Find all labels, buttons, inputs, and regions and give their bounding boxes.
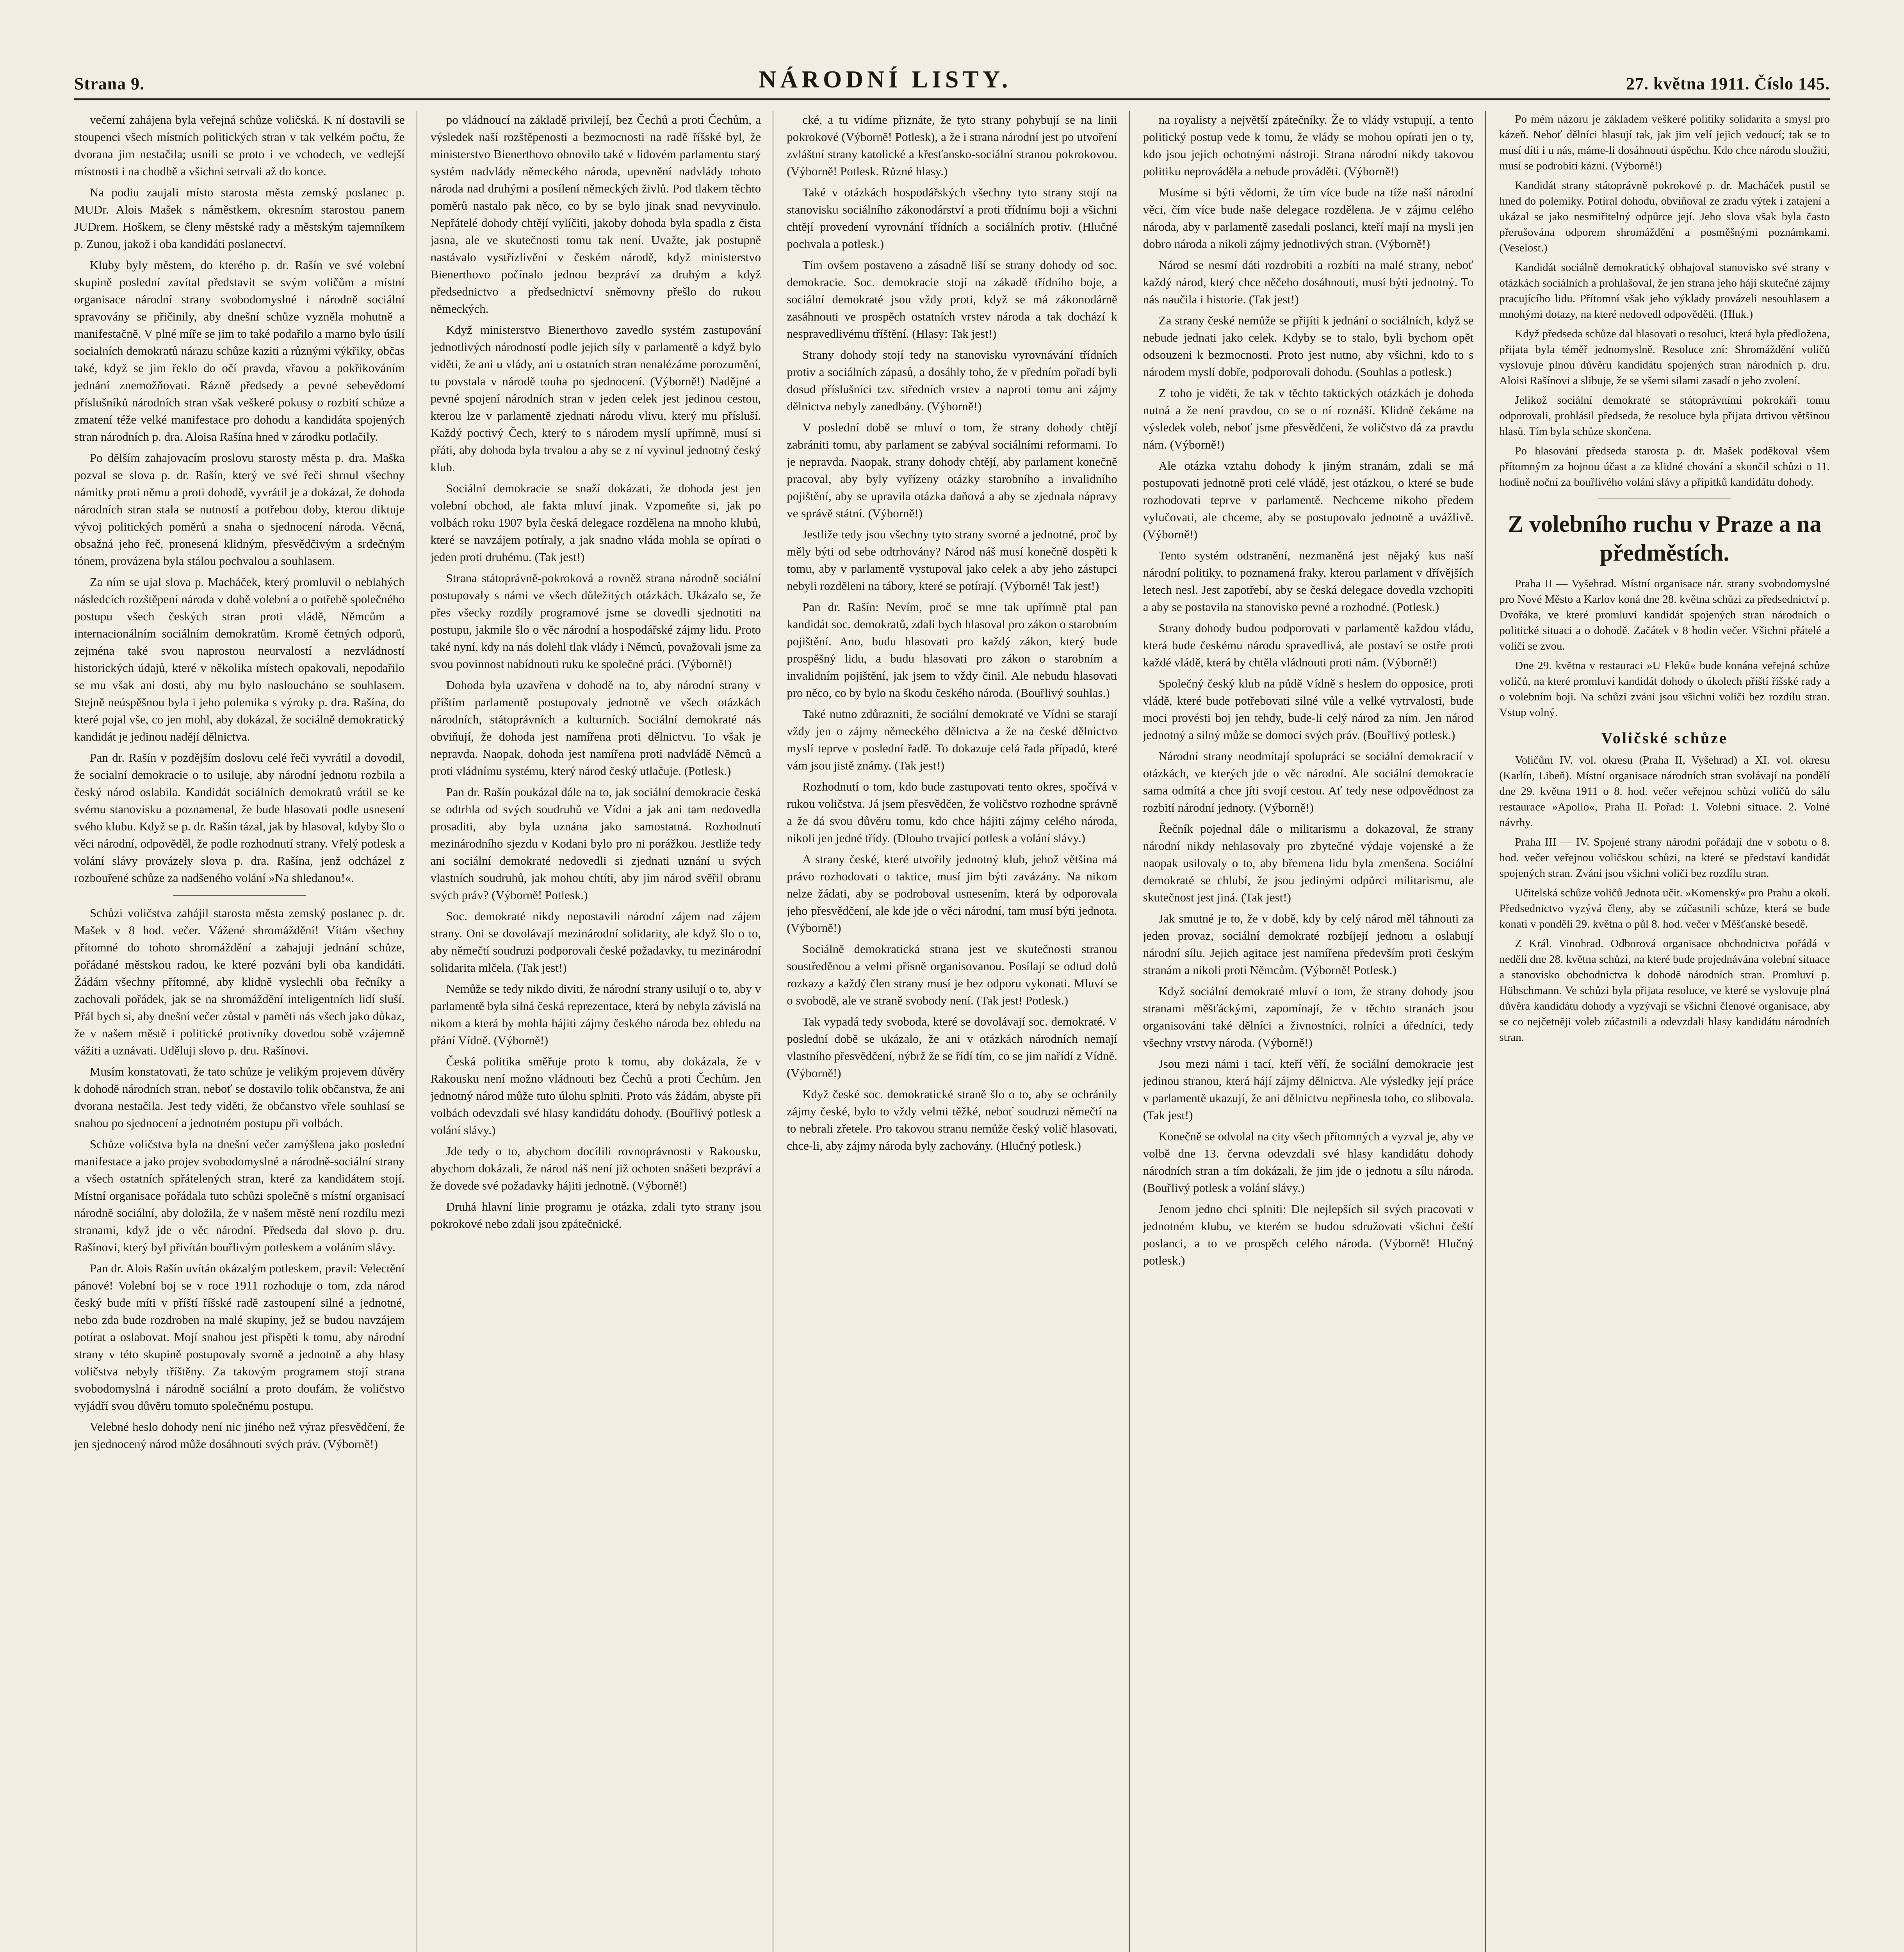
paragraph: Praha III — IV. Spojené strany národní pořádají dne v sobotu o 8. hod. večer veřejnou voličskou schůzi, na které se představí kandidát spojených stran. Zváni jsou všichni voliči bez rozdílu stran. <box>1499 836 1830 880</box>
paragraph: Také v otázkách hospodářských všechny tyto strany stojí na stanovisku sociálního zákonodárství a proti třídnímu boji a všichni chtějí provedení vyrovnání třídních a sociálních protiv. (Hlučné pochvala a potlesk.) <box>787 185 1117 251</box>
paragraph: Pan dr. Alois Rašín uvítán okázalým potleskem, pravil: Velectění pánové! Volební boj se v roce 1911 rozhoduje o tom, zda národ český bude míti v příští říšské radě zastoupení silné a jednotné, nebo zda bude rozdroben na malé skupiny, jež se budou navzájem potírat a oslabovat. Mojí snahou jest přispěti k tomu, aby národní strany v této skupině postupovaly svorně a jednotně a aby hlasy voličstva nebyly tříštěny. Za takovým programem stojí strana svobodomyslná i národně sociální a proto doufám, že voličstvo vyjádří svou důvěru tomuto společnému postupu. <box>74 1261 405 1412</box>
paragraph: Řečník pojednal dále o militarismu a dokazoval, že strany národní nikdy nehlasovaly pro zbytečné výdaje vojenské a že naopak usilovaly o to, aby břemena lidu byla zmenšena. Sociální demokraté se chlubí, že jsou jedinými odpůrci militarismu, ale skutečnost jest jiná. (Tak jest!) <box>1143 822 1474 904</box>
paragraph: Když předseda schůze dal hlasovati o resoluci, která byla předložena, přijata byla téměř jednomyslně. Resoluce zní: Shromáždění voličů vyslovuje plnou důvěru kandidátu spojených stran národních p. dru. Aloisi Rašínovi a slibuje, že se všemi silami zasadí o jeho zvolení. <box>1499 328 1830 387</box>
paragraph: Strany dohody stojí tedy na stanovisku vyrovnávání třídních protiv a sociálních zápasů, a dosáhly toho, že v předním pořadí byli dosud příslušníci tzv. středních vrstev a naproti tomu ani zájmy dělnictva nebyly zanedbány. (Výborně!) <box>787 348 1117 413</box>
paragraph: Tím ovšem postaveno a zásadně liší se strany dohody od soc. demokracie. Soc. demokracie stojí na zákadě třídního boje, a sociální demokraté jsou vždy proti, když se má zákonodárně zasáhnouti ve prospěch ostatních vrstev národa a tak dochází k nespravedlivému tříštění. (Hlasy: Tak jest!) <box>787 258 1117 340</box>
column-1 <box>74 111 417 1952</box>
paragraph: Z toho je viděti, že tak v těchto taktických otázkách je dohoda nutná a že není pravdou, co se o ní roznáší. Klidně čekáme na výsledek voleb, neboť jsme přesvědčeni, že voličstvo dá za pravdu nám. (Výborně!) <box>1143 386 1474 451</box>
paragraph: Jestliže tedy jsou všechny tyto strany svorné a jednotné, proč by měly býti od sebe odtrhovány? Národ náš musí konečně dospěti k tomu, aby v parlamentě vystupoval jako celek a aby jeho zástupci nebyli rozděleni na tábory, které se potírají. (Výborně! Tak jest!) <box>787 527 1117 593</box>
paragraph: Na podiu zaujali místo starosta města zemský poslanec p. MUDr. Alois Mašek s náměstkem, okresním starostou panem JUDrem. Hoškem, se členy městské rady a městským tajemníkem p. Zunou, jakož i oba kandidáti poslanectví. <box>74 185 405 251</box>
paragraph: Nemůže se tedy nikdo diviti, že národní strany usilují o to, aby v parlamentě byla silná česká reprezentace, která by nebyla závislá na nikom a která by mohla hájiti zájmy českého národa bez ohledu na přání Vídně. (Výborně!) <box>430 982 761 1047</box>
paragraph: Jde tedy o to, abychom docílili rovnoprávnosti v Rakousku, abychom dokázali, že národ náš není již ochoten snášeti bezpráví a že dovede své požadavky hájiti jednotně. (Výborně!) <box>430 1144 761 1192</box>
paragraph: V poslední době se mluví o tom, že strany dohody chtějí zabrániti tomu, aby parlament se zabýval sociálními reformami. To je nepravda. Naopak, strany dohody chtějí, aby parlament konečně pracoval, aby byly vyřízeny otázky starobního a invalidního pojištění, aby se upravila otázka daňová a aby se zjednala nápravy ve správě státní. (Výborně!) <box>787 420 1117 520</box>
paragraph: Velebné heslo dohody není nic jiného než výraz přesvědčení, že jen sjednocený národ může dosáhnouti svých práv. (Výborně!) <box>74 1420 405 1451</box>
paragraph: Tak vypadá tedy svoboda, které se dovolávají soc. demokraté. V poslední době se ukázalo, že ani v otázkách národních nemají vlastního přesvědčení, nýbrž že se řídí tím, co se jim nařídí z Vídně. (Výborně!) <box>787 1015 1117 1080</box>
paragraph: Také nutno zdůrazniti, že sociální demokraté ve Vídni se starají vždy jen o zájmy německého dělnictva a že na české dělnictvo myslí teprve v poslední řadě. To dokazuje celá řada případů, které vám jsou jistě známy. (Tak jest!) <box>787 707 1117 772</box>
paragraph: Voličům IV. vol. okresu (Praha II, Vyšehrad) a XI. vol. okresu (Karlín, Libeň). Místní organisace národních stran svolávají na pondělí dne 29. května 1911 o 8. hod. večer veřejnou schůzi voličů do sálu restaurace »Apollo«, Praha II. Pořad: 1. Volební situace. 2. Volné návrhy. <box>1499 754 1830 829</box>
paragraph: Jenom jedno chci splniti: Dle nejlepších sil svých pracovati v jednotném klubu, ve kterém se budou sdružovati všichni čeští poslanci, a to ve prospěch celého národa. (Výborně! Hlučný potlesk.) <box>1143 1202 1474 1267</box>
article-columns <box>74 111 1830 1952</box>
paragraph: Rozhodnutí o tom, kdo bude zastupovati tento okres, spočívá v rukou voličstva. Já jsem přesvědčen, že voličstvo rozhodne správně a že dá svou důvěru tomu, kdo chce hájiti zájmy celého národa, nikoli jen jedné třídy. (Dlouho trvající potlesk a volání slávy.) <box>787 780 1117 845</box>
paragraph: Sociální demokracie se snaží dokázati, že dohoda jest jen volební obchod, ale fakta mluví jinak. Vzpomeňte si, jak po volbách roku 1907 byla česká delegace rozdělena na mnoho klubů, které se navzájem potíraly, a jak snadno vláda mohla se opírati o jeden proti druhému. (Tak jest!) <box>430 481 761 564</box>
paragraph: Dne 29. května v restauraci »U Fleků« bude konána veřejná schůze voličů, na které promluví kandidát dohody o úkolech příští říšské rady a o volebním boji. Na schůzi zváni jsou všichni voliči bez rozdílu stran. Vstup volný. <box>1499 659 1830 719</box>
subsection-heading: Voličské schůze <box>1601 729 1728 747</box>
page-number: Strana 9. <box>74 74 145 93</box>
paragraph: Musíme si býti vědomi, že tím více bude na tíže naší národní věci, čím více bude naše delegace rozdělena. Je v zájmu celého národa, aby v parlamentě zasedali poslanci, kteří mají na mysli jen dobro národa a nikoli zájmy jednotlivých stran. (Výborně!) <box>1143 185 1474 251</box>
paragraph: Po mém názoru je základem veškeré politiky solidarita a smysl pro kázeň. Neboť dělníci hlasují tak, jak jim velí jejich vedoucí; tak se to musí díti i u nás, máme-li dosáhnouti úspěchu. Kdo chce národu sloužiti, musí se podrobiti kázni. (Výborně!) <box>1499 113 1830 172</box>
paragraph: Jsou mezi námi i tací, kteří věří, že sociální demokracie jest jedinou stranou, která hájí zájmy dělnictva. Ale výsledky její práce v parlamentě ukazují, že ani dělnictvu nepřinesla toho, co slibovala. (Tak jest!) <box>1143 1057 1474 1122</box>
paragraph: Když české soc. demokratické straně šlo o to, aby se ochránily zájmy české, bylo to vždy velmi těžké, neboť soudruzi němečtí na to nebrali zřetele. Pro takovou stranu nemůže český volič hlasovati, chce-li, aby zájmy národa byly zachovány. (Hlučný potlesk.) <box>787 1087 1117 1152</box>
paragraph: Soc. demokraté nikdy nepostavili národní zájem nad zájem strany. Oni se dovolávají mezinárodní solidarity, ale když šlo o to, aby němečtí soudruzi podporovali české požadavky, tu mezinárodní solidarita mlčela. (Tak jest!) <box>430 909 761 974</box>
paragraph: Pan dr. Rašín: Nevím, proč se mne tak upřímně ptal pan kandidát soc. demokratů, zdali bych hlasoval pro zákon o starobním pojištění. Ano, budu hlasovati pro každý zákon, který bude prospěšný lidu, a budu hlasovati pro zákon o starobním a invalidním pojištění, jak jsem to vždy činil. Ale nebudu hlasovati pro něco, co by bylo na škodu českého národa. (Bouřlivý souhlas.) <box>787 600 1117 700</box>
paragraph: Když sociální demokraté mluví o tom, že strany dohody jsou stranami měšťáckými, zapomínají, že v těchto stranách jsou organisováni také dělníci a živnostníci, rolníci a úředníci, tedy všechny vrstvy národa. (Výborně!) <box>1143 984 1474 1049</box>
paragraph: Česká politika směřuje proto k tomu, aby dokázala, že v Rakousku není možno vládnouti bez Čechů a proti Čechům. Jen jednotný národ může tuto úlohu splniti. Proto vás žádám, abyste při volbách odevzdali své hlasy kandidátu dohody. (Bouřlivý potlesk a volání slávy.) <box>430 1054 761 1137</box>
paragraph: Učitelská schůze voličů Jednota učit. »Komenský« pro Prahu a okolí. Předsednictvo vyzývá členy, aby se zúčastnili schůze, která se bude konati v pondělí 29. května o půl 8. hod. večer v Měšťanské besedě. <box>1499 887 1830 930</box>
paragraph: Strana státoprávně-pokroková a rovněž strana národně sociální postupovaly s námi ve všech důležitých otázkách. Ukázalo se, že přes všecky rozdíly programové jsme se dovedli sjednotiti na postupu, jakmile šlo o věc národní a hospodářské zájmy lidu. Proto také nyní, kdy na nás dolehl tlak vlády i Němců, považovali jsme za svou povinnost nabídnouti ruku ke společné práci. (Výborně!) <box>430 571 761 671</box>
paragraph: Za strany české nemůže se přijíti k jednání o sociálních, když se nebude jednati jako celek. Kdyby se to stalo, byli bychom opět odsouzeni k bezmocnosti. Proto jest nutno, aby všichni, kdo to s národem myslí dobře, podporovali dohodu. (Souhlas a potlesk.) <box>1143 313 1474 379</box>
paragraph: Praha II — Vyšehrad. Místní organisace nár. strany svobodomyslné pro Nové Město a Karlov koná dne 28. května schůzi za předsednictví p. Dvořáka, ve které promluví kandidát spojených stran národních o politické situaci a o dohodě. Začátek v 8 hodin večer. Všichni přátelé a voliči se zvou. <box>1499 577 1830 652</box>
paragraph: A strany české, které utvořily jednotný klub, jehož většina má právo rozhodovati o taktice, musí jim býti zavázány. Na nikom nelze žádati, aby se podroboval usnesením, která by odporovala jeho přesvědčení, ale kde jde o věci národní, tam musí býti jednota. (Výborně!) <box>787 852 1117 935</box>
paragraph: Za ním se ujal slova p. Macháček, který promluvil o neblahých následcích rozštěpení národa v době volební a o potřebě společného postupu všech českých stran proti vládě, Němcům a internacionálním sociálním demokratům. Kromě četných odporů, zejména také svou naprostou neurvalostí a nezvládností historických údajů, které v několika místech opakovali, nepodařilo se mu však ani dosti, aby mu bylo nasloucháno se souhlasem. Stejně neúspěšnou byla i jeho polemika s výroky p. dra. Rašína, do které pojal vše, co jen mohl, aby dokázal, že sociálně demokratický kandidát je jedinou nadějí dělnictva. <box>74 575 405 743</box>
paragraph: Sociálně demokratická strana jest ve skutečnosti stranou soustředěnou a velmi přísně organisovanou. Posílají se odtud dolů rozkazy a každý člen strany musí je bez odporu vykonati. Mluví se o svobodě, ale ve straně svobody není. (Tak jest! Potlesk.) <box>787 942 1117 1007</box>
paragraph: na royalisty a největší zpátečníky. Že to vlády vstupují, a tento politický postup vede k tomu, že vlády se mohou opírati jen o ty, kdo jsou jejich ochotnými nástroji. Strana národní nikdy takovou politiku neprováděla a nebude prováděti. (Výborně!) <box>1143 113 1474 178</box>
section-heading: Z volebního ruchu v Praze a na předměstích. <box>1507 511 1822 566</box>
paragraph: Schůze voličstva byla na dnešní večer zamýšlena jako poslední manifestace a jako projev svobodomyslné a národně-sociální strany a všech ostatních spřátelených stran, které za kandidátem stojí. Místní organisace pořádala tuto schůzi společně s místní organisací národně sociální, aby doložila, že v našem městě není rozdílu mezi stranami, když jde o věc národní. Předseda dal slovo p. dru. Rašínovi, který byl přivítán bouřlivým potleskem a voláním slávy. <box>74 1137 405 1254</box>
paragraph: Schůzi voličstva zahájil starosta města zemský poslanec p. dr. Mašek v 8 hod. večer. Vážené shromáždění! Vítám všechny přítomné do tohoto shromáždění a zahajuji jednání schůze, pořádané městskou radou, ke které pozváni byli oba kandidáti. Žádám všechny přítomné, aby klidně vyslechli oba řečníky a zachovali pořádek, jak se na shromáždění inteligentních lidí sluší. Přál bych si, aby dnešní večer zůstal v paměti nás všech jako důkaz, že v našem městě i politické protivníky dovedou sobě vzájemně vážiti a uznávati. Uděluji slovo p. dru. Rašínovi. <box>74 906 405 1057</box>
paragraph: Jelikož sociální demokraté se státoprávními pokrokáři tomu odporovali, prohlásil předseda, že resoluce byla přijata drtivou většinou hlasů. Tím byla schůze skončena. <box>1499 394 1830 438</box>
column-5 <box>1499 111 1830 1952</box>
paragraph: Kluby byly městem, do kterého p. dr. Rašín ve své volební skupině poslední zavítal představit se svým voličům a místní organisace národní strany svobodomyslné i národně sociální spravovány se přičinily, aby dnešní schůze vyzněla mohutně a manifestačně. V plné míře se jim to také podařilo a marno bylo úsilí socialních demokratů nárazu schůze kaziti a různými výkřiky, občas také, když se jim řeklo do očí pravda, vřavou a pokřikováním jednání znemožňovati. Rázně předsedy a pevné sebevědomí příslušníků národních stran však veškeré pokusy o rozbití schůze a zmatení téže velké manifestace pro dohodu a kandidáta spojených stran národních p. dra. Aloisa Rašína hned v zárodku potlačily. <box>74 258 405 443</box>
paragraph: Po dělším zahajovacím proslovu starosty města p. dra. Maška pozval se slova p. dr. Rašín, který ve své řeči shrnul všechny námitky proti němu a proti dohodě, vyvrátil je a dokázal, že dohoda národních stran stala se nutností a potřebou doby, kterou diktuje vývoj politických poměrů a snaha o sjednocení národa. Věcná, obsažná jeho řeč, pronesená klidným, přesvědčivým a srdečným tónem, provázena byla stálou pochvalou a souhlasem. <box>74 451 405 568</box>
paragraph: Dohoda byla uzavřena v dohodě na to, aby národní strany v příštím parlamentě postupovaly jednotně ve všech otázkách národních, státoprávních a kulturních. Sociální demokraté nás obviňují, že dohoda jest namířena proti dělnictvu. To však je nepravda. Naopak, dohoda jest namířena proti nadvládě Němců a proti vládnímu systému, který národ český utlačuje. (Potlesk.) <box>430 678 761 778</box>
paragraph: Tento systém odstranění, nezmaněná jest nějaký kus naší národní politiky, to poznamená fraky, kterou parlament v dřívějších letech nesl. Jest zapotřebí, aby se česká delegace dovedla vzchopiti a aby se postavila na stanovisko pevné a rozhodné. (Potlesk.) <box>1143 549 1474 614</box>
paragraph: Konečně se odvolal na city všech přítomných a vyzval je, aby ve volbě dne 13. června odevzdali své hlasy kandidátu dohody národních stran a tím dokázali, že jim jde o jednotu a sílu národa. (Bouřlivý potlesk a volání slávy.) <box>1143 1129 1474 1195</box>
paragraph: Společný český klub na půdě Vídně s heslem do opposice, proti vládě, které bude potřebovati silné vůle a velké vytrvalosti, bude moci provésti boj jen tehdy, bude-li celý národ za ním. Jen národ jednotný a silný může se domoci svých práv. (Bouřlivý potlesk.) <box>1143 677 1474 742</box>
paragraph: Z Král. Vinohrad. Odborová organisace obchodnictva pořádá v neděli dne 28. května schůzi, na které bude projednávána volební situace a stanovisko obchodnictva k dohodě národních stran. Promluví p. Hübschmann. Ve schůzi byla přijata resoluce, ve které se vyslovuje plná důvěra kandidátu dohody a vyzývají se všichni členové organisace, aby se co nejčetněji voleb zúčastnili a odevzdali hlasy kandidátu národních stran. <box>1499 937 1830 1044</box>
paragraph: večerní zahájena byla veřejná schůze voličská. K ní dostavili se stoupenci všech místních politických stran v tak velkém počtu, že dvorana jim nestačila; usnili se proto i ve vchodech, ve vedlejší místnosti i na chodbě a všichni setrvali až do konce. <box>74 113 405 178</box>
paragraph: po vládnoucí na základě privilejí, bez Čechů a proti Čechům, a výsledek naší rozštěpenosti a bezmocnosti na radě říšské byl, že ministerstvo Bienerthovo obnovilo také v lidovém parlamentu starý systém nadvlády německého národa, upevnění nadvlády tohoto národa nad druhými a posílení německých živlů. Pod tlakem těchto poměrů nastalo pak něco, co by se bylo jinak snad nevyvinulo. Nepřátelé dohody chtějí vylíčiti, jakoby dohoda byla spadla z čista jasna, ale ve skutečnosti tomu tak není. Uvažte, jak postupně nastávalo vystřízlivění v českém národě, když ministerstvo Bienerthovo počínalo jednou bezpráví za druhým a když předsednictvo a předsednictví sněmovny přešlo do rukou německých. <box>430 113 761 315</box>
paragraph: Kandidát strany státoprávně pokrokové p. dr. Macháček pustil se hned do polemiky. Potíral dohodu, obviňoval ze zradu výtek i zatajení a ukázal se jako nesmiřitelný odpůrce její. Jeho slova však byla často přerušována odporem shromáždění a posměšnými poznámkami. (Veselost.) <box>1499 179 1830 254</box>
page-header <box>74 59 1830 100</box>
paragraph: Po hlasování předseda starosta p. dr. Mašek poděkoval všem přítomným za hojnou účast a za klidné chování a skončil schůzi o 11. hodině noční za bouřlivého volání slávy a přípitků kandidátu dohody. <box>1499 445 1830 488</box>
masthead-title: NÁRODNÍ LISTY. <box>759 66 1012 93</box>
paragraph: cké, a tu vidíme přiznáte, že tyto strany pohybují se na linii pokrokové (Výborně! Potlesk), a že i strana národní jest po utvoření zvláštní strany katolické a křesťansko-sociální stranou pokrokovou. (Výborně! Potlesk. Různé hlasy.) <box>787 113 1117 178</box>
paragraph: Pan dr. Rašín poukázal dále na to, jak sociální demokracie česká se odtrhla od svých soudruhů ve Vídni a jak ani tam nedovedla prosaditi, aby byla uznána jako samostatná. Rozhodnutí mezinárodního sjezdu v Kodani bylo pro ni porážkou. Jestliže tedy ani sociální demokraté nedovedli si zjednati uznání u svých vlastních soudruhů, jak mohou chtíti, aby jim národ svěřil obranu svých práv? (Výborně! Potlesk.) <box>430 785 761 902</box>
paragraph: Pan dr. Rašín v pozdějším doslovu celé řeči vyvrátil a dovodil, že socialní demokracie o to usiluje, aby národní jednotu rozbila a český národ oslabila. Kandidát sociálních demokratů vrátil se ke svému stanovisku a poznamenal, že bude hlasovati podle usnesení svého klubu. Když se p. dr. Rašín tázal, jak by hlasoval, kdyby šlo o věci národní, odpověděl, že podle rozhodnutí strany. Vřelý potlesk a volání slávy provázely slova p. dra. Rašína, jenž odcházel z rozbouřené schůze za nadšeného volání »Na shledanou!«. <box>74 751 405 885</box>
column-2 <box>431 111 774 1952</box>
paragraph: Národní strany neodmítají spolupráci se sociální demokracií v otázkách, ve kterých jde o věc národní. Ale sociální demokracie sama odmítá a chce jíti svojí cestou. Ať tedy nese odpovědnost za rozbití národní jednoty. (Výborně!) <box>1143 749 1474 814</box>
paragraph: Když ministerstvo Bienerthovo zavedlo systém zastupování jednotlivých národností podle jejich síly v parlamentě a když bylo viděti, že ani u vlády, ani u ostatních stran nenalézáme porozumění, tu povstala v národě touha po sjednocení. (Výborně!) Nadějné a pevné spojení národních stran v jeden celek jest jedinou cestou, kterou lze v parlamentě zjednati národu vlivu, který mu přísluší. Každý poctivý Čech, který to s národem myslí upřímně, musí si přáti, aby dohoda byla trvalou a aby se z ní vyvinul jednotný český klub. <box>430 323 761 474</box>
column-3 <box>787 111 1130 1952</box>
paragraph: Strany dohody budou podporovati v parlamentě každou vládu, která bude českému národu spravedlivá, ale postaví se ostře proti každé vládě, která by chtěla vládnouti proti nám. (Výborně!) <box>1143 621 1474 669</box>
paragraph: Národ se nesmí dáti rozdrobiti a rozbíti na malé strany, neboť každý národ, který chce něčeho dosáhnouti, musí býti jednotný. To nás naučila i historie. (Tak jest!) <box>1143 258 1474 306</box>
paragraph: Jak smutné je to, že v době, kdy by celý národ měl táhnouti za jeden provaz, sociální demokraté rozbíjejí jednotu a oslabují národní sílu. Jejich agitace jest namířena především proti českým stranám a nikoli proti Němcům. (Výborně! Potlesk.) <box>1143 912 1474 977</box>
paragraph: Kandidát sociálně demokratický obhajoval stanovisko své strany v otázkách sociálních a prohlašoval, že jen strana jeho hájí skutečné zájmy pracujícího lidu. Přítomní však jeho výklady provázeli nesouhlasem a mnohými dotazy, na které nedovedl odpověděti. (Hluk.) <box>1499 261 1830 321</box>
divider <box>173 895 306 896</box>
issue-date: 27. května 1911. Číslo 145. <box>1626 74 1830 93</box>
paragraph: Ale otázka vztahu dohody k jiným stranám, zdali se má postupovati jednotně proti celé vládě, jest otázkou, o které se bude rozhodovati teprve v parlamentě. Nechceme nikoho předem vylučovati, ale chceme, aby se postupovalo jednotně a uvážlivě. (Výborně!) <box>1143 459 1474 541</box>
paragraph: Musím konstatovati, že tato schůze je velikým projevem důvěry k dohodě národních stran, neboť se dostavilo tolik občanstva, že ani dvorana nestačila. Jest tedy viděti, že občanstvo vřele souhlasí se snahou po sjednocení a jednotném postupu při volbách. <box>74 1065 405 1130</box>
paragraph: Druhá hlavní linie programu je otázka, zdali tyto strany jsou pokrokové nebo zdali jsou zpátečnické. <box>430 1200 761 1231</box>
column-4 <box>1143 111 1486 1952</box>
